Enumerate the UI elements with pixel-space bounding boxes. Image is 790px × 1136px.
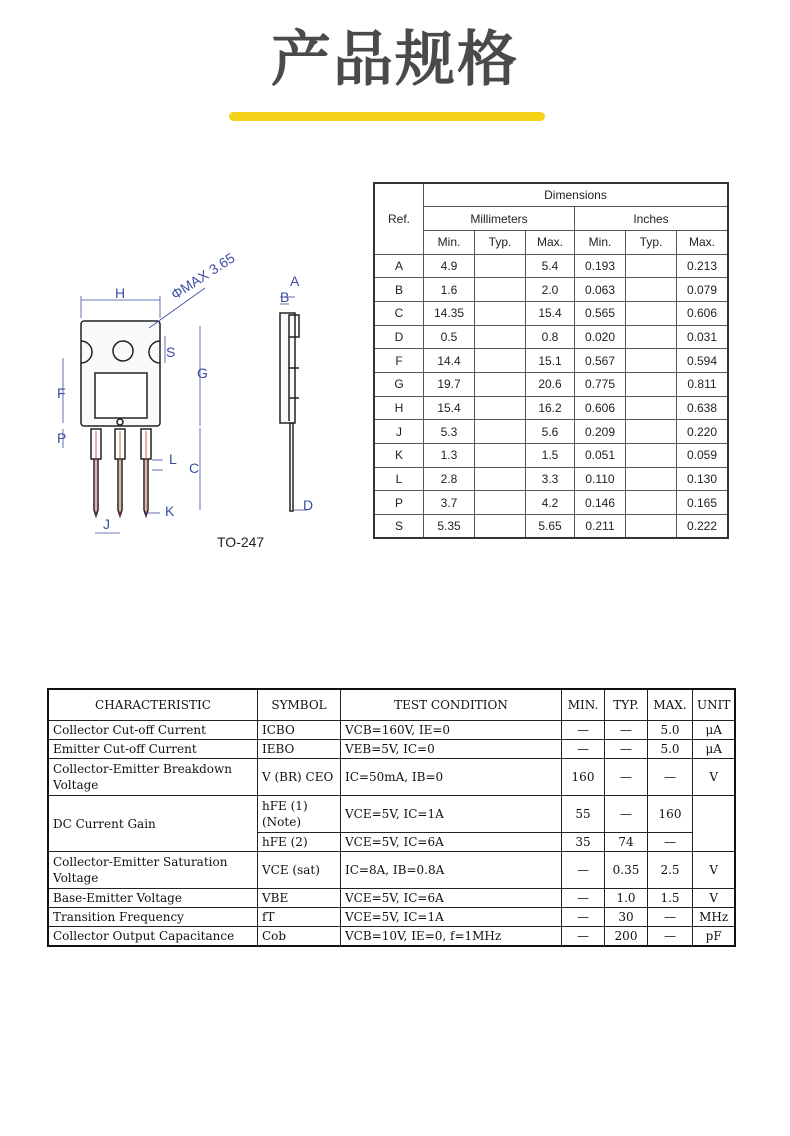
ch-cell-cond: VCE=5V, IC=6A (341, 833, 562, 852)
dim-cell-mm-min: 5.3 (424, 420, 475, 444)
ch-cell-sym: V (BR) CEO (258, 759, 341, 796)
dim-cell-in-typ (626, 373, 677, 397)
dim-cell-mm-max: 16.2 (526, 396, 575, 420)
dim-cell-mm-typ (475, 420, 526, 444)
label-a: A (290, 273, 300, 289)
dim-cell-mm-typ (475, 396, 526, 420)
dim-cell-ref: H (374, 396, 424, 420)
label-h: H (115, 285, 126, 301)
dim-cell-ref: D (374, 325, 424, 349)
dim-row (374, 396, 728, 420)
label-l: L (169, 451, 177, 467)
ch-cell-min: 55 (562, 796, 605, 833)
dim-cell-mm-typ (475, 254, 526, 278)
ch-cell-max: — (648, 833, 693, 852)
dim-cell-mm-max: 5.65 (526, 515, 575, 539)
ch-header: MAX. (648, 689, 693, 721)
ch-cell-cond: VCB=10V, IE=0, f=1MHz (341, 927, 562, 946)
ch-cell-typ: — (605, 796, 648, 833)
ch-row (48, 889, 735, 908)
ch-cell-max: 160 (648, 796, 693, 833)
dim-subheader: Max. (677, 230, 729, 254)
ch-header: TYP. (605, 689, 648, 721)
dim-cell-mm-min: 14.35 (424, 301, 475, 325)
dim-group-mm: Millimeters (424, 207, 575, 231)
ch-cell-typ: 74 (605, 833, 648, 852)
dim-cell-in-typ (626, 396, 677, 420)
label-p: P (57, 430, 67, 446)
ch-header: CHARACTERISTIC (48, 689, 258, 721)
ch-cell-typ: — (605, 721, 648, 740)
dim-cell-in-typ (626, 491, 677, 515)
ch-cell-cond: VCE=5V, IC=1A (341, 908, 562, 927)
ch-cell-cond: VCE=5V, IC=1A (341, 796, 562, 833)
dim-cell-in-max: 0.222 (677, 515, 729, 539)
ch-cell-min: — (562, 927, 605, 946)
label-j: J (103, 516, 110, 532)
ch-cell-cond: IC=8A, IB=0.8A (341, 852, 562, 889)
dim-cell-in-max: 0.811 (677, 373, 729, 397)
ch-cell-min: — (562, 889, 605, 908)
dim-cell-ref: A (374, 254, 424, 278)
dim-cell-mm-min: 19.7 (424, 373, 475, 397)
dim-cell-ref: P (374, 491, 424, 515)
dim-cell-in-typ (626, 515, 677, 539)
dim-cell-in-typ (626, 349, 677, 373)
ch-cell-sym: IEBO (258, 740, 341, 759)
dim-row (374, 491, 728, 515)
ch-cell-typ: 0.35 (605, 852, 648, 889)
dim-cell-in-min: 0.565 (575, 301, 626, 325)
dim-cell-mm-typ (475, 325, 526, 349)
ch-cell-max: — (648, 908, 693, 927)
dim-subheader: Typ. (626, 230, 677, 254)
dim-cell-ref: B (374, 278, 424, 302)
dim-cell-mm-max: 5.4 (526, 254, 575, 278)
ch-cell-char: Base-Emitter Voltage (48, 889, 258, 908)
dim-cell-in-typ (626, 278, 677, 302)
dim-cell-in-min: 0.209 (575, 420, 626, 444)
ch-cell-char: Collector-Emitter Breakdown Voltage (48, 759, 258, 796)
dim-cell-in-min: 0.211 (575, 515, 626, 539)
page-title: 产品规格 (271, 25, 519, 95)
label-s: S (166, 344, 176, 360)
ch-cell-min: 160 (562, 759, 605, 796)
label-phi: ΦMAX 3.65 (167, 249, 238, 303)
dim-cell-mm-max: 5.6 (526, 420, 575, 444)
ch-cell-char: Collector Cut-off Current (48, 721, 258, 740)
dim-cell-in-min: 0.051 (575, 444, 626, 468)
ch-cell-char: Transition Frequency (48, 908, 258, 927)
dim-cell-mm-max: 20.6 (526, 373, 575, 397)
dim-cell-mm-min: 4.9 (424, 254, 475, 278)
label-c: C (189, 460, 200, 476)
characteristics-table (47, 688, 736, 947)
dim-cell-mm-typ (475, 491, 526, 515)
ch-cell-sym: VBE (258, 889, 341, 908)
ch-cell-cond: IC=50mA, IB=0 (341, 759, 562, 796)
ch-cell-max: 2.5 (648, 852, 693, 889)
ch-cell-unit: pF (693, 927, 736, 946)
ch-cell-max: 5.0 (648, 740, 693, 759)
ch-cell-typ: 200 (605, 927, 648, 946)
ch-cell-char: Collector-Emitter Saturation Voltage (48, 852, 258, 889)
dim-cell-mm-typ (475, 373, 526, 397)
dim-row (374, 349, 728, 373)
ch-row (48, 927, 735, 946)
dim-cell-mm-typ (475, 467, 526, 491)
dim-row (374, 467, 728, 491)
dim-cell-mm-max: 15.4 (526, 301, 575, 325)
dim-cell-in-typ (626, 254, 677, 278)
dim-cell-ref: K (374, 444, 424, 468)
label-k: K (165, 503, 175, 519)
ch-cell-unit: V (693, 759, 736, 796)
ch-header: MIN. (562, 689, 605, 721)
ch-cell-typ: — (605, 759, 648, 796)
dim-cell-in-max: 0.594 (677, 349, 729, 373)
dim-row (374, 254, 728, 278)
ch-header: SYMBOL (258, 689, 341, 721)
ch-cell-char: Collector Output Capacitance (48, 927, 258, 946)
dim-cell-in-max: 0.213 (677, 254, 729, 278)
ch-cell-cond: VCB=160V, IE=0 (341, 721, 562, 740)
dim-cell-in-max: 0.220 (677, 420, 729, 444)
ch-cell-sym: VCE (sat) (258, 852, 341, 889)
dim-cell-in-min: 0.606 (575, 396, 626, 420)
ch-cell-min: — (562, 908, 605, 927)
ch-cell-char: Emitter Cut-off Current (48, 740, 258, 759)
dim-cell-mm-min: 2.8 (424, 467, 475, 491)
dim-cell-in-typ (626, 467, 677, 491)
dim-cell-mm-max: 4.2 (526, 491, 575, 515)
ch-header: UNIT (693, 689, 736, 721)
dim-cell-mm-min: 1.3 (424, 444, 475, 468)
dim-cell-mm-typ (475, 301, 526, 325)
dim-cell-mm-typ (475, 444, 526, 468)
ch-cell-typ: 1.0 (605, 889, 648, 908)
ch-cell-char: DC Current Gain (48, 796, 258, 852)
ch-row (48, 759, 735, 796)
ch-cell-typ: 30 (605, 908, 648, 927)
title-underline (229, 112, 545, 121)
dim-cell-mm-min: 3.7 (424, 491, 475, 515)
dim-cell-in-max: 0.031 (677, 325, 729, 349)
dimensions-table (373, 182, 729, 539)
ch-cell-sym: fT (258, 908, 341, 927)
ch-cell-min: — (562, 721, 605, 740)
dim-row (374, 278, 728, 302)
ch-cell-cond: VEB=5V, IC=0 (341, 740, 562, 759)
ch-cell-min: 35 (562, 833, 605, 852)
dim-cell-mm-min: 15.4 (424, 396, 475, 420)
dim-cell-in-min: 0.567 (575, 349, 626, 373)
dim-row (374, 420, 728, 444)
ch-row (48, 796, 735, 833)
dim-cell-in-typ (626, 420, 677, 444)
to247-package-drawing (45, 248, 335, 558)
dim-row (374, 515, 728, 539)
dim-cell-mm-min: 14.4 (424, 349, 475, 373)
dim-cell-mm-max: 2.0 (526, 278, 575, 302)
dim-cell-ref: L (374, 467, 424, 491)
dim-cell-mm-max: 0.8 (526, 325, 575, 349)
dim-row (374, 325, 728, 349)
ch-cell-sym: hFE (1) (Note) (258, 796, 341, 833)
dim-cell-in-max: 0.165 (677, 491, 729, 515)
ch-cell-unit: MHz (693, 908, 736, 927)
dim-cell-in-typ (626, 325, 677, 349)
dim-cell-in-typ (626, 301, 677, 325)
dim-subheader: Min. (575, 230, 626, 254)
ch-cell-unit: V (693, 889, 736, 908)
ch-cell-min: — (562, 852, 605, 889)
ch-cell-min: — (562, 740, 605, 759)
dim-cell-in-min: 0.020 (575, 325, 626, 349)
dim-cell-ref: S (374, 515, 424, 539)
dim-cell-mm-max: 3.3 (526, 467, 575, 491)
dim-cell-mm-typ (475, 278, 526, 302)
dim-title: Dimensions (424, 183, 729, 207)
dim-cell-in-max: 0.059 (677, 444, 729, 468)
ch-cell-sym: hFE (2) (258, 833, 341, 852)
dim-row (374, 373, 728, 397)
dim-cell-in-max: 0.079 (677, 278, 729, 302)
ch-cell-sym: Cob (258, 927, 341, 946)
dim-subheader: Min. (424, 230, 475, 254)
dim-cell-in-max: 0.130 (677, 467, 729, 491)
dim-cell-ref: C (374, 301, 424, 325)
ch-header: TEST CONDITION (341, 689, 562, 721)
label-g: G (197, 365, 208, 381)
ch-cell-unit: V (693, 852, 736, 889)
dim-subheader: Max. (526, 230, 575, 254)
dim-cell-ref: G (374, 373, 424, 397)
ch-cell-max: — (648, 927, 693, 946)
ch-cell-unit: μA (693, 721, 736, 740)
dim-cell-mm-typ (475, 515, 526, 539)
dim-cell-mm-min: 0.5 (424, 325, 475, 349)
dim-cell-in-min: 0.146 (575, 491, 626, 515)
dim-cell-ref: J (374, 420, 424, 444)
dim-ref-header: Ref. (374, 183, 424, 254)
dim-cell-mm-typ (475, 349, 526, 373)
dim-cell-in-typ (626, 444, 677, 468)
ch-cell-max: 1.5 (648, 889, 693, 908)
dim-cell-mm-max: 1.5 (526, 444, 575, 468)
ch-row (48, 908, 735, 927)
dim-group-in: Inches (575, 207, 729, 231)
dim-row (374, 444, 728, 468)
ch-row (48, 740, 735, 759)
dim-subheader: Typ. (475, 230, 526, 254)
package-name: TO-247 (217, 534, 265, 550)
label-d: D (303, 497, 314, 513)
dim-cell-in-min: 0.063 (575, 278, 626, 302)
ch-cell-cond: VCE=5V, IC=6A (341, 889, 562, 908)
dim-row (374, 301, 728, 325)
label-b: B (280, 289, 290, 305)
dim-cell-in-min: 0.110 (575, 467, 626, 491)
ch-cell-typ: — (605, 740, 648, 759)
label-f: F (57, 385, 66, 401)
ch-cell-sym: ICBO (258, 721, 341, 740)
dim-cell-in-min: 0.193 (575, 254, 626, 278)
ch-cell-unit: μA (693, 740, 736, 759)
ch-cell-max: — (648, 759, 693, 796)
dim-cell-in-max: 0.638 (677, 396, 729, 420)
dim-cell-mm-min: 5.35 (424, 515, 475, 539)
dim-cell-in-max: 0.606 (677, 301, 729, 325)
dim-cell-ref: F (374, 349, 424, 373)
ch-cell-unit (693, 796, 736, 852)
dim-cell-mm-min: 1.6 (424, 278, 475, 302)
ch-row (48, 852, 735, 889)
dim-cell-mm-max: 15.1 (526, 349, 575, 373)
dim-cell-in-min: 0.775 (575, 373, 626, 397)
ch-cell-max: 5.0 (648, 721, 693, 740)
ch-row (48, 721, 735, 740)
